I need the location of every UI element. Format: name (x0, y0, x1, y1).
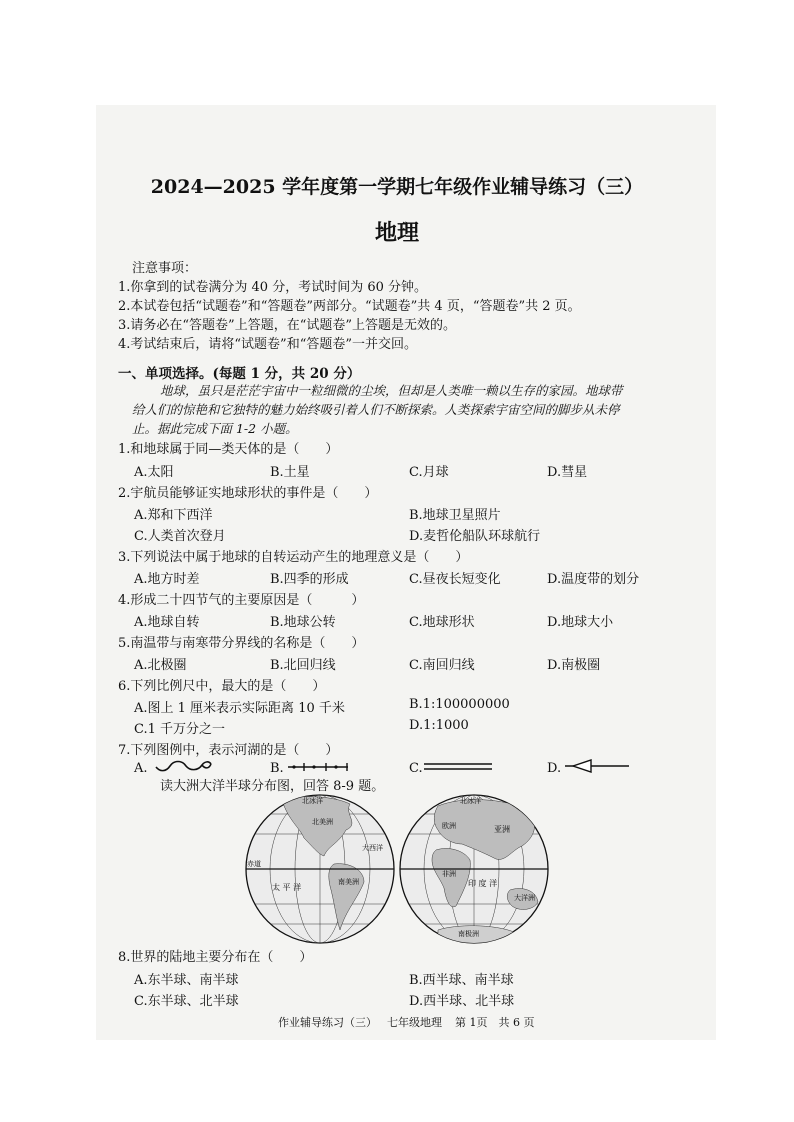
exam-title: 2024—2025 学年度第一学期七年级作业辅导练习（三） (150, 176, 644, 198)
subject-title: 地理 (374, 221, 419, 246)
option-c: C. (409, 761, 423, 776)
option-d: D.1:1000 (409, 718, 469, 733)
option-a: A.郑和下西洋 (134, 508, 213, 523)
question-stem: 6.下列比例尺中，最大的是（ ） (118, 679, 326, 694)
question-stem: 4.形成二十四节气的主要原因是（ ） (118, 593, 365, 608)
option-c: C.东半球、北半球 (134, 994, 239, 1009)
option-d: D.南极圈 (547, 658, 601, 673)
note-item: 3.请务必在“答题卷”上答题，在“试题卷”上答题是无效的。 (118, 318, 456, 333)
option-a: A.地球自转 (134, 615, 200, 630)
map-label: 北冰洋 (460, 797, 481, 805)
footer-left: 作业辅导练习（三） (278, 1016, 377, 1029)
option-a: A.太阳 (134, 465, 174, 480)
option-d: D.温度带的划分 (547, 572, 640, 587)
option-b: B.土星 (270, 465, 310, 480)
option-b: B.北回归线 (270, 658, 336, 673)
option-b: B. (270, 761, 284, 776)
option-c: C.地球形状 (409, 615, 475, 630)
notes-heading: 注意事项： (132, 261, 198, 276)
passage-line: 给人们的惊艳和它独特的魅力始终吸引着人们不断探索。人类探索宇宙空间的脚步从未停 (132, 402, 620, 417)
option-b: B.地球公转 (270, 615, 336, 630)
section-heading: 一、单项选择。(每题 1 分，共 20 分） (118, 366, 361, 382)
question-stem: 1.和地球属于同—类天体的是（ ） (118, 442, 339, 457)
map-label: 大西洋 (362, 844, 383, 852)
question-stem: 5.南温带与南寒带分界线的名称是（ ） (118, 636, 365, 651)
legend-b-boundary-symbol (286, 760, 350, 774)
hemisphere-map (242, 794, 552, 944)
map-label: 南极洲 (458, 930, 479, 938)
question-stem: 3.下列说法中属于地球的自转运动产生的地理意义是（ ） (118, 550, 469, 565)
map-label: 南美洲 (338, 878, 359, 886)
question-stem: 2.宇航员能够证实地球形状的事件是（ ） (118, 486, 378, 501)
option-c: C.月球 (409, 465, 449, 480)
option-d: D.地球大小 (547, 615, 614, 630)
option-c: C.1 千万分之一 (134, 722, 226, 737)
legend-a-wavy-line-symbol (152, 756, 214, 774)
option-a: A.北极圈 (134, 658, 187, 673)
option-c: C.南回归线 (409, 658, 475, 673)
eastern-hemisphere (400, 795, 548, 944)
legend-d-arrow-line-symbol (563, 758, 631, 774)
legend-c-double-line-symbol (424, 760, 494, 774)
note-item: 2.本试卷包括“试题卷”和“答题卷”两部分。“试题卷”共 4 页，“答题卷”共 2 页。 (118, 299, 581, 314)
map-label: 大洋洲 (514, 894, 535, 902)
map-label: 北冰洋 (302, 797, 323, 805)
option-d: D.彗星 (547, 465, 588, 480)
footer-middle: 七年级地理 (387, 1016, 442, 1029)
option-b: B.四季的形成 (270, 572, 349, 587)
option-b: B.地球卫星照片 (409, 508, 501, 523)
note-item: 4.考试结束后，请将“试题卷”和“答题卷”一并交回。 (118, 337, 417, 352)
option-b: B.西半球、南半球 (409, 973, 514, 988)
question-stem: 8.世界的陆地主要分布在（ ） (118, 950, 313, 965)
map-label: 北美洲 (312, 818, 333, 826)
map-label: 赤道 (247, 860, 261, 868)
option-a: A.东半球、南半球 (134, 973, 239, 988)
passage-line: 地球，虽只是茫茫宇宙中一粒细微的尘埃，但却是人类唯一赖以生存的家园。地球带 (160, 383, 623, 398)
map-label: 欧洲 (442, 822, 456, 830)
map-label: 亚洲 (494, 825, 510, 834)
question-stem: 7.下列图例中，表示河湖的是（ ） (118, 743, 339, 758)
map-label: 印 度 洋 (468, 879, 498, 888)
option-a: A.地方时差 (134, 572, 200, 587)
option-d: D.麦哲伦船队环球航行 (409, 529, 541, 544)
map-label: 非洲 (442, 870, 456, 878)
map-label: 太 平 洋 (272, 883, 302, 892)
option-b: B.1:100000000 (409, 697, 510, 712)
option-d: D. (547, 761, 562, 776)
map-intro: 读大洲大洋半球分布图，回答 8-9 题。 (160, 779, 385, 794)
note-item: 1.你拿到的试卷满分为 40 分，考试时间为 60 分钟。 (118, 280, 428, 295)
option-a: A. (134, 761, 148, 776)
option-c: C.昼夜长短变化 (409, 572, 501, 587)
option-c: C.人类首次登月 (134, 529, 226, 544)
option-d: D.西半球、北半球 (409, 994, 515, 1009)
footer-page: 第 1页 共 6 页 (455, 1016, 535, 1029)
passage-line: 止。据此完成下面 1-2 小题。 (132, 421, 298, 436)
option-a: A.图上 1 厘米表示实际距离 10 千米 (134, 701, 345, 716)
